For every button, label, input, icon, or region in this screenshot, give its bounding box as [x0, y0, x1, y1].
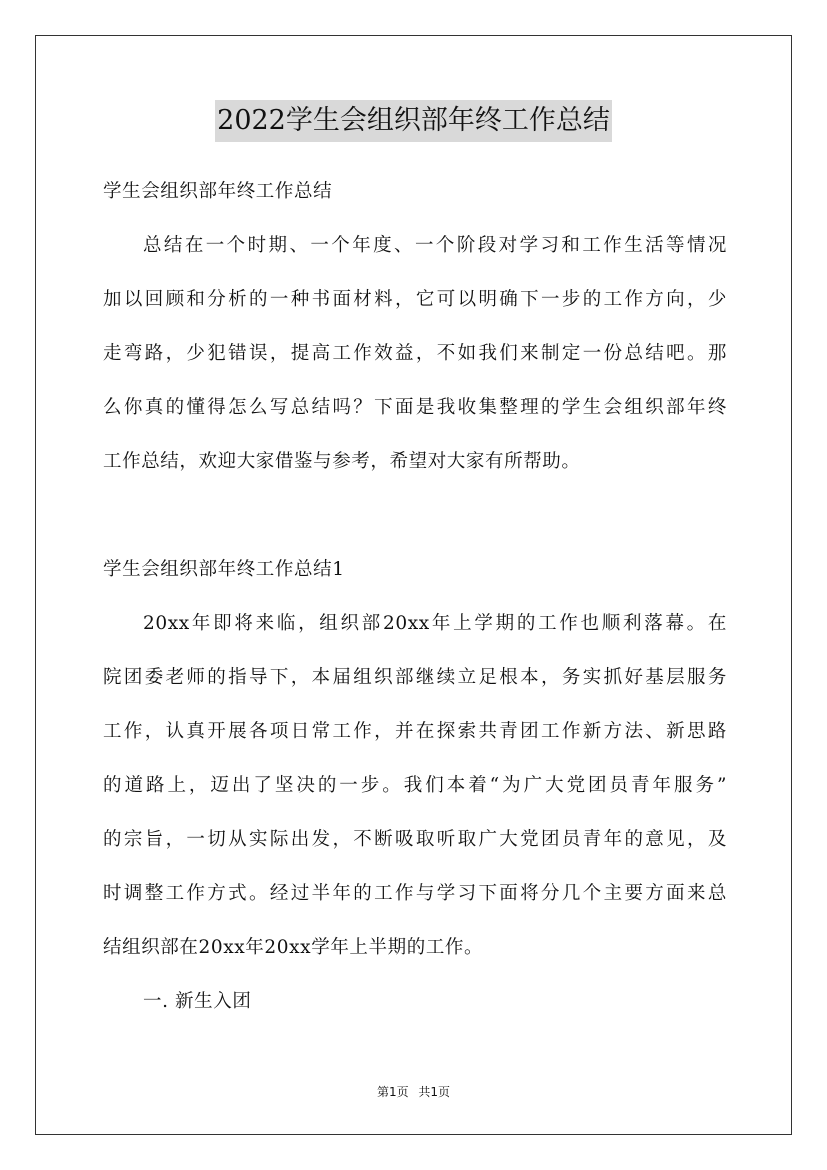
- page-number-total: 共1页: [418, 1085, 451, 1099]
- document-body: [103, 165, 727, 1029]
- section-heading: 学生会组织部年终工作总结1: [103, 559, 345, 580]
- title-container: [0, 100, 827, 142]
- page-footer: [0, 1083, 827, 1100]
- subtitle: 学生会组织部年终工作总结: [103, 181, 333, 202]
- page-number-current: 第1页: [376, 1085, 409, 1099]
- blank-line: [103, 489, 727, 543]
- paragraph-line: 工作总结，欢迎大家借鉴与参考，希望对大家有所帮助。: [103, 451, 581, 472]
- paragraph-line: 20xx年即将来临，组织部20xx年上学期的工作也顺利落幕。在: [143, 613, 727, 634]
- paragraph-line: 的宗旨，一切从实际出发，不断吸取听取广大党团员青年的意见，及: [103, 829, 727, 850]
- document-title: 2022学生会组织部年终工作总结: [215, 100, 612, 142]
- paragraph-line: 走弯路，少犯错误，提高工作效益，不如我们来制定一份总结吧。那: [103, 343, 727, 364]
- paragraph-line: 工作，认真开展各项日常工作，并在探索共青团工作新方法、新思路: [103, 721, 727, 742]
- paragraph-line: 结组织部在20xx年20xx学年上半期的工作。: [103, 937, 484, 958]
- paragraph-line: 时调整工作方式。经过半年的工作与学习下面将分几个主要方面来总: [103, 883, 727, 904]
- list-item: 一. 新生入团: [143, 991, 252, 1012]
- paragraph-line: 么你真的懂得怎么写总结吗？下面是我收集整理的学生会组织部年终: [103, 397, 727, 418]
- paragraph-line: 的道路上，迈出了坚决的一步。我们本着“为广大党团员青年服务”: [103, 775, 727, 796]
- paragraph-line: 院团委老师的指导下，本届组织部继续立足根本，务实抓好基层服务: [103, 667, 727, 688]
- paragraph-line: 总结在一个时期、一个年度、一个阶段对学习和工作生活等情况: [143, 235, 727, 256]
- paragraph-line: 加以回顾和分析的一种书面材料，它可以明确下一步的工作方向，少: [103, 289, 727, 310]
